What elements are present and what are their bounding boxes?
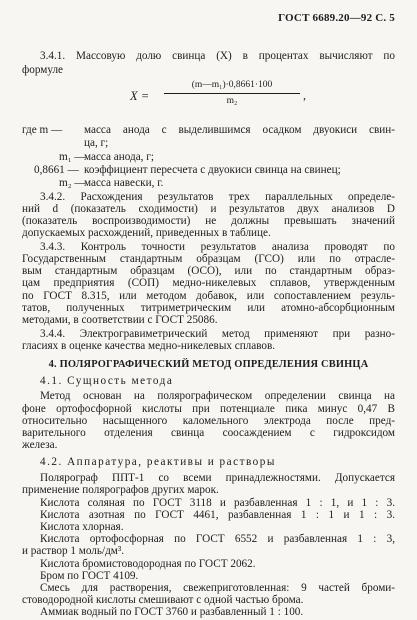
p343-line: цам предприятия (СОП) медно-никелевых сплавов, утвержденным (22, 277, 395, 290)
p344-line: гласиях в оценке качества медно-никелевых сплавов. (22, 340, 276, 352)
formula-lhs: X = (130, 89, 150, 103)
p341-line-2: формуле (22, 64, 63, 76)
p342-line: 3.4.2. Расхождения результатов трех параллельных определе- (40, 190, 395, 203)
def-term-m2: m₂ — (59, 177, 86, 189)
def-text-m2: масса навески, г. (84, 177, 164, 189)
p42-line: Полярограф ППТ-1 со всеми принадлежностями. Допускается (40, 471, 395, 484)
formula-comma: , (303, 88, 306, 102)
p42-line: применение полярографов других марок. (22, 483, 219, 496)
fraction-bar (164, 93, 300, 94)
p343-line: 3.4.3. Контроль точности результатов анализа проводят по (40, 241, 395, 253)
section-4-title: 4. ПОЛЯРОГРАФИЧЕСКИЙ МЕТОД ОПРЕДЕЛЕНИЯ СВИНЦА (48, 358, 369, 370)
p343-line: по ГОСТ 8.315, или методом добавок, или сопоставлением резуль- (22, 289, 395, 302)
p342-line: допускаемых расхождений, приведенных в таблице. (22, 227, 271, 239)
subsection-4-1-title: 4.1. Сущность метода (40, 374, 174, 387)
p41-line: варительного отделения свинца соосаждением с гидроксидом (22, 426, 395, 439)
p42-line: Кислота ортофосфорная по ГОСТ 6552 и разбавленная 1 : 3, (40, 533, 395, 546)
subsection-4-2-title: 4.2. Аппаратура, реактивы и растворы (40, 455, 276, 468)
p343-line: методами, в соответствии с ГОСТ 25086. (22, 313, 218, 326)
p341-line-1: 3.4.1. Массовую долю свинца (X) в процентах вычисляют по (40, 50, 395, 62)
p41-line: фоне ортофосфорной кислоты при потенциале пика минус 0,47 В (22, 402, 395, 415)
p343-line: вым стандартным образцам (ОСО), или по стандартным образ- (22, 265, 395, 278)
p42-line: Смесь для растворения, свежеприготовленная: 9 частей броми- (40, 581, 395, 594)
p342-line: ний d (показатель сходимости) и результатов двух анализов D (22, 202, 395, 215)
p41-line: железа. (22, 438, 58, 451)
p343-line: татов, полученных титриметрическим или атомно-абсорбционным (22, 301, 395, 314)
p42-line: Кислота бромистоводородная по ГОСТ 2062. (40, 557, 256, 570)
running-header: ГОСТ 6689.20—92 С. 5 (278, 12, 395, 24)
formula-numerator: (m—m₁)·0,8661·100 (191, 80, 273, 90)
p342-line: (показатель воспроизводимости) не должны превышать значений (22, 214, 395, 227)
p42-line: Кислота хлорная. (40, 521, 124, 534)
p42-line: стоводородной кислоты смешивают с одной частью брома. (22, 593, 304, 606)
p42-line: Бром по ГОСТ 4109. (40, 569, 139, 582)
def-text-m-cont: ца, г; (84, 137, 109, 149)
def-text-coef: коэффициент пересчета с двуокиси свинца на свинец; (84, 164, 341, 176)
p42-line: Аммиак водный по ГОСТ 3760 и разбавленный 1 : 100. (40, 606, 304, 618)
def-term-coef: 0,8661 — (34, 164, 79, 176)
def-term-m1: m₁ — (59, 151, 86, 163)
p41-line: относительно насыщенного каломельного электрода после пред- (22, 414, 395, 427)
def-text-m: масса анода с выделившимся осадком двуокиси свин- (84, 124, 395, 136)
formula (130, 80, 320, 110)
def-text-m1: масса анода, г; (84, 151, 154, 163)
p41-line: Метод основан на полярографическом определении свинца на (40, 390, 395, 403)
formula-denominator: m₂ (226, 96, 238, 106)
p344-line: 3.4.4. Электрогравиметрический метод применяют при разно- (40, 327, 395, 340)
p42-line: Кислота соляная по ГОСТ 3118 и разбавленная 1 : 1, и 1 : 3. (40, 496, 395, 509)
def-term-m: где m — (22, 124, 63, 136)
p42-line: Кислота азотная по ГОСТ 4461, разбавленная 1 : 1 и 1 : 3. (40, 508, 395, 521)
p42-line: и раствор 1 моль/дм³. (22, 545, 125, 558)
p343-line: Государственным стандартным образцам (ГСО) или по отраслe- (22, 253, 395, 266)
